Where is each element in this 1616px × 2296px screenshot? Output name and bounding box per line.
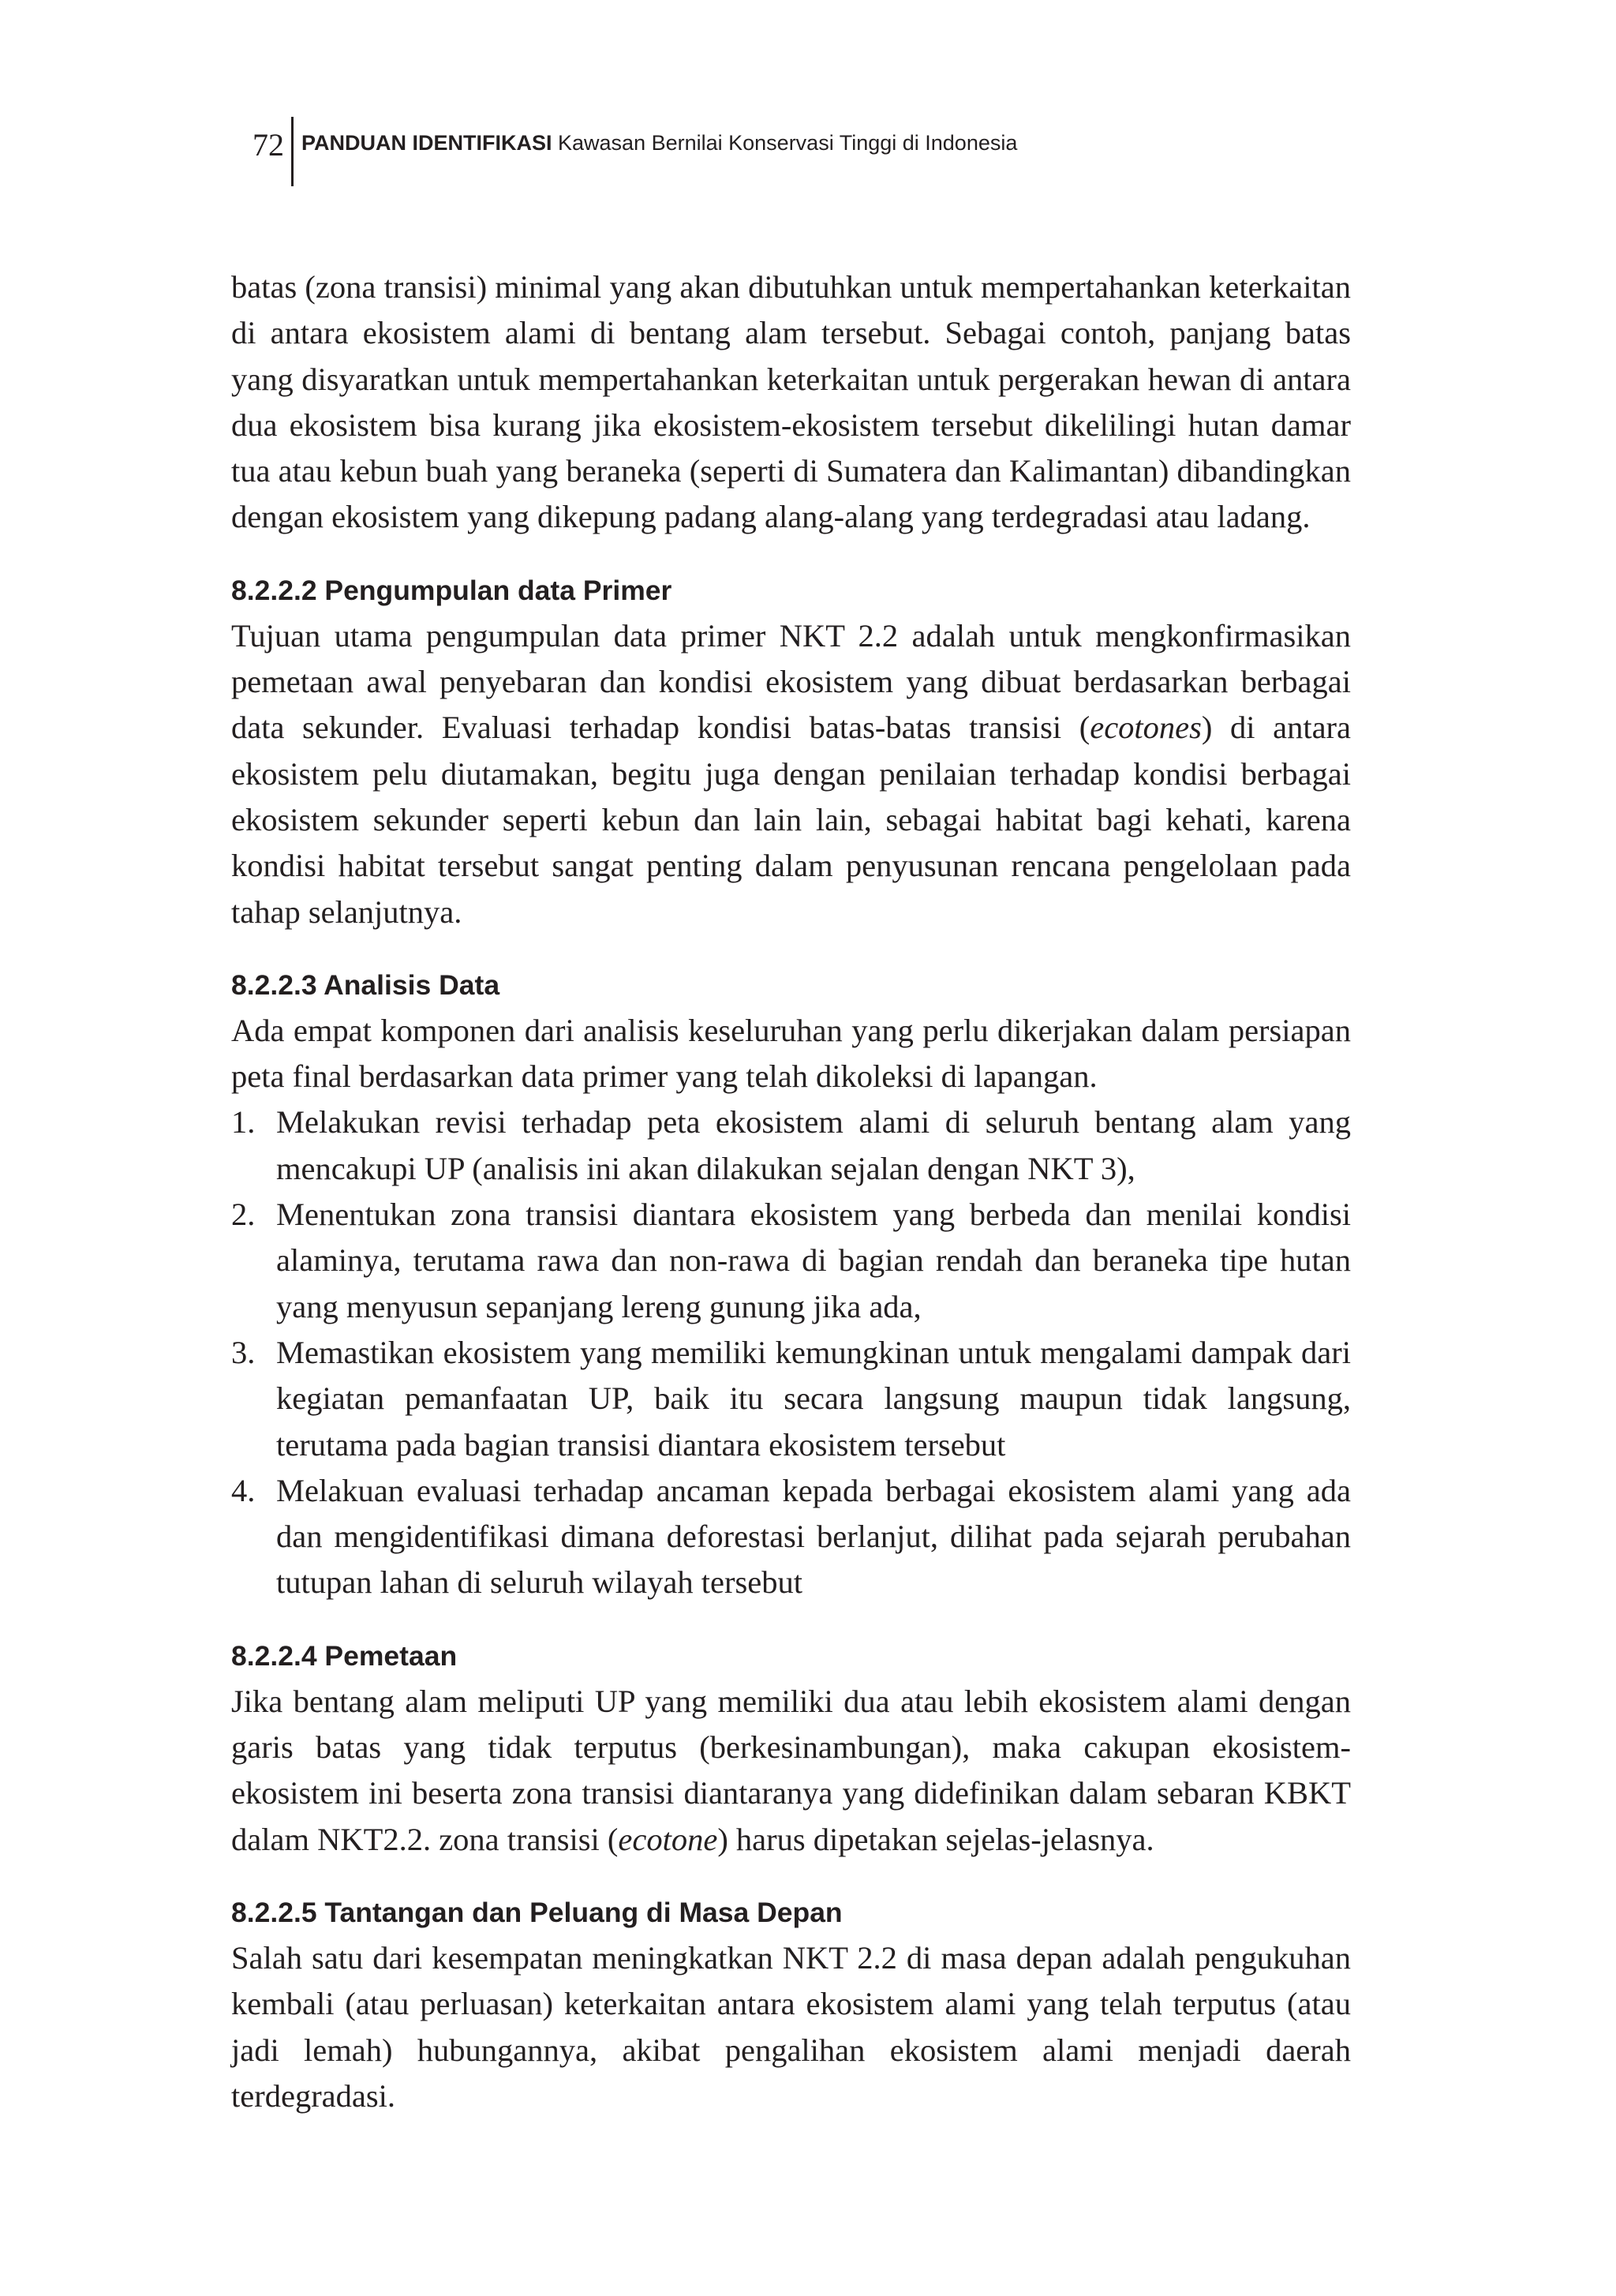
list-item [231,1099,1351,1192]
page-number: 72 [252,127,284,163]
list-item [231,1330,1351,1468]
section-heading: 8.2.2.5 Tantangan dan Peluang di Masa Depan [231,1896,843,1928]
numbered-list [231,1099,1351,1605]
italic-term: ecotones [1090,710,1202,746]
list-item [231,1468,1351,1606]
running-title-bold: PANDUAN IDENTIFIKASI [301,131,552,155]
list-item-text: Memastikan ekosistem yang memiliki kemungkinan untuk mengalami dampak dari kegiatan pemanfaatan UP, baik itu secara langsung maupun tidak langsung, terutama pada bagian transisi diantara ekosistem tersebut [276,1334,1351,1463]
list-item-text: Melakuan evaluasi terhadap ancaman kepada berbagai ekosistem alami yang ada dan mengidentifikasi dimana deforestasi berlanjut, dilihat pada sejarah perubahan tutupan lahan di seluruh wilayah tersebut [276,1472,1351,1601]
paragraph-text: ) harus dipetakan sejelas-jelasnya. [717,1821,1154,1857]
section-heading: 8.2.2.4 Pemetaan [231,1639,458,1672]
section-pengumpulan-data-primer [231,567,1351,935]
list-item-number: 4. [231,1472,256,1508]
section-paragraph: Salah satu dari kesempatan meningkatkan NKT 2.2 di masa depan adalah pengukuhan kembali (atau perluasan) keterkaitan antara ekosistem alami yang telah terputus (atau jadi lemah) hubungannya, akibat pengalihan ekosistem alami menjadi daerah terdegradasi. [231,1939,1351,2114]
paragraph-text: Tujuan utama pengumpulan data primer NKT 2.2 adalah untuk mengkonfirmasikan pemetaan awal penyebaran dan kondisi ekosistem yang dibuat berdasarkan berbagai data sekunder. Evaluasi terhadap kondisi batas-batas transisi ( [231,617,1351,746]
list-item-text: Menentukan zona transisi diantara ekosistem yang berbeda dan menilai kondisi alaminya, terutama rawa dan non-rawa di bagian rendah dan beraneka tipe hutan yang menyusun sepanjang lereng gunung jika ada, [276,1197,1351,1324]
section-pemetaan [231,1633,1351,1863]
paragraph-text: ) di antara ekosistem pelu diutamakan, begitu juga dengan penilaian terhadap kondisi berbagai ekosistem sekunder seperti kebun dan lain lain, sebagai habitat bagi kehati, karena kondisi habitat tersebut sangat penting dalam penyusunan rencana pengelolaan pada tahap selanjutnya. [231,710,1352,930]
list-item-number: 2. [231,1197,256,1233]
section-paragraph [231,1679,1351,1863]
italic-term: ecotone [618,1821,718,1857]
running-header [237,117,1420,188]
section-heading: 8.2.2.3 Analisis Data [231,968,500,1001]
intro-paragraph: batas (zona transisi) minimal yang akan dibutuhkan untuk mempertahankan keterkaitan di antara ekosistem alami di bentang alam tersebut. Sebagai contoh, panjang batas yang disyaratkan untuk mempertahankan keterkaitan untuk pergerakan hewan di antara dua ekosistem bisa kurang jika ekosistem-ekosistem tersebut dikelilingi hutan damar tua atau kebun buah yang beraneka (seperti di Sumatera dan Kalimantan) dibandingkan dengan ekosistem yang dikepung padang alang-alang yang terdegradasi atau ladang. [231,269,1351,535]
section-tantangan-dan-peluang [231,1890,1351,2119]
section-paragraph [231,613,1351,935]
section-heading: 8.2.2.2 Pengumpulan data Primer [231,574,672,606]
paragraph-text: Jika bentang alam meliputi UP yang memiliki dua atau lebih ekosistem alami dengan garis batas yang tidak terputus (berkesinambungan), maka cakupan ekosistem-ekosistem ini beserta zona transisi diantaranya yang didefinikan dalam sebaran KBKT dalam NKT2.2. zona transisi ( [231,1683,1351,1857]
running-title-rest: Kawasan Bernilai Konservasi Tinggi di Indonesia [552,131,1018,155]
list-item [231,1192,1351,1330]
list-item-text: Melakukan revisi terhadap peta ekosistem alami di seluruh bentang alam yang mencakupi UP (analisis ini akan dilakukan sejalan dengan NKT 3), [276,1104,1351,1186]
section-paragraph: Ada empat komponen dari analisis keseluruhan yang perlu dikerjakan dalam persiapan peta final berdasarkan data primer yang telah dikoleksi di lapangan. [231,1012,1351,1095]
page-body [231,264,1351,2119]
list-item-number: 3. [231,1334,256,1370]
section-analisis-data [231,962,1351,1606]
running-title [301,131,1017,155]
list-item-number: 1. [231,1104,256,1141]
header-divider [291,117,294,186]
